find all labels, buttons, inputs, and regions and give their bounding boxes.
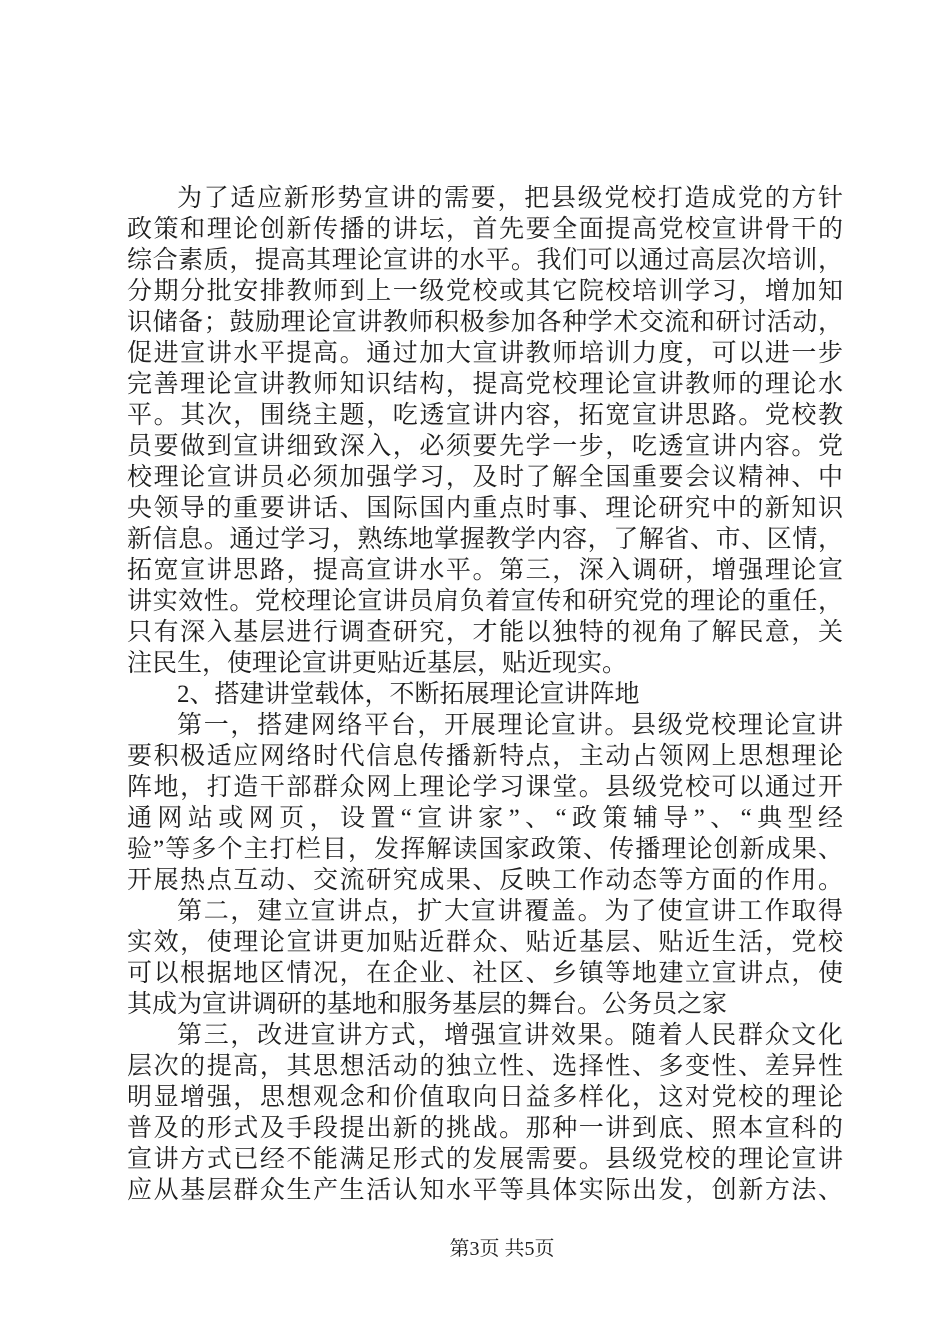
- text-line: 讲实效性。党校理论宣讲员肩负着宣传和研究党的理论的重任，: [127, 588, 843, 615]
- text-line: 宣讲方式已经不能满足形式的发展需要。县级党校的理论宣讲: [127, 1146, 843, 1173]
- text-line: 平。其次，围绕主题，吃透宣讲内容，拓宽宣讲思路。党校教: [127, 402, 843, 429]
- text-line: 要积极适应网络时代信息传播新特点，主动占领网上思想理论: [127, 743, 843, 770]
- text-line: 普及的形式及手段提出新的挑战。那种一讲到底、照本宣科的: [127, 1115, 843, 1142]
- text-line: 验”等多个主打栏目，发挥解读国家政策、传播理论创新成果、: [127, 836, 843, 863]
- text-line: 新信息。通过学习，熟练地掌握教学内容，了解省、市、区情，: [127, 526, 843, 553]
- text-line: 2、搭建讲堂载体，不断拓展理论宣讲阵地: [177, 681, 640, 708]
- text-line: 央领导的重要讲话、国际国内重点时事、理论研究中的新知识: [127, 495, 843, 522]
- text-line: 完善理论宣讲教师知识结构，提高党校理论宣讲教师的理论水: [127, 371, 843, 398]
- text-line: 第一，搭建网络平台，开展理论宣讲。县级党校理论宣讲: [177, 712, 843, 739]
- text-line: 促进宣讲水平提高。通过加大宣讲教师培训力度，可以进一步: [127, 340, 843, 367]
- text-line: 通网站或网页，设置“宣讲家”、“政策辅导”、“典型经: [127, 805, 843, 832]
- page-number-footer: 第3页 共5页: [449, 1238, 555, 1260]
- text-line: 综合素质，提高其理论宣讲的水平。我们可以通过高层次培训，: [127, 247, 843, 274]
- document-body: [127, 183, 843, 1206]
- text-line: 可以根据地区情况，在企业、社区、乡镇等地建立宣讲点，使: [127, 960, 843, 987]
- text-line: 识储备；鼓励理论宣讲教师积极参加各种学术交流和研讨活动，: [127, 309, 843, 336]
- text-line: 分期分批安排教师到上一级党校或其它院校培训学习，增加知: [127, 278, 843, 305]
- text-line: 校理论宣讲员必须加强学习，及时了解全国重要会议精神、中: [127, 464, 843, 491]
- text-line: 第三，改进宣讲方式，增强宣讲效果。随着人民群众文化: [177, 1022, 843, 1049]
- text-line: 阵地，打造干部群众网上理论学习课堂。县级党校可以通过开: [127, 774, 843, 801]
- text-line: 应从基层群众生产生活认知水平等具体实际出发，创新方法、: [127, 1177, 843, 1204]
- text-line: 只有深入基层进行调查研究，才能以独特的视角了解民意，关: [127, 619, 843, 646]
- text-line: 其成为宣讲调研的基地和服务基层的舞台。公务员之家: [127, 991, 728, 1018]
- text-line: 政策和理论创新传播的讲坛，首先要全面提高党校宣讲骨干的: [127, 216, 843, 243]
- text-line: 员要做到宣讲细致深入，必须要先学一步，吃透宣讲内容。党: [127, 433, 843, 460]
- text-line: 注民生，使理论宣讲更贴近基层，贴近现实。: [127, 650, 628, 677]
- text-line: 开展热点互动、交流研究成果、反映工作动态等方面的作用。: [127, 867, 843, 894]
- text-line: 第二，建立宣讲点，扩大宣讲覆盖。为了使宣讲工作取得: [177, 898, 843, 925]
- text-line: 拓宽宣讲思路，提高宣讲水平。第三，深入调研，增强理论宣: [127, 557, 843, 584]
- text-line: 层次的提高，其思想活动的独立性、选择性、多变性、差异性: [127, 1053, 843, 1080]
- text-line: 为了适应新形势宣讲的需要，把县级党校打造成党的方针: [177, 185, 843, 212]
- text-line: 实效，使理论宣讲更加贴近群众、贴近基层、贴近生活，党校: [127, 929, 843, 956]
- text-line: 明显增强，思想观念和价值取向日益多样化，这对党校的理论: [127, 1084, 843, 1111]
